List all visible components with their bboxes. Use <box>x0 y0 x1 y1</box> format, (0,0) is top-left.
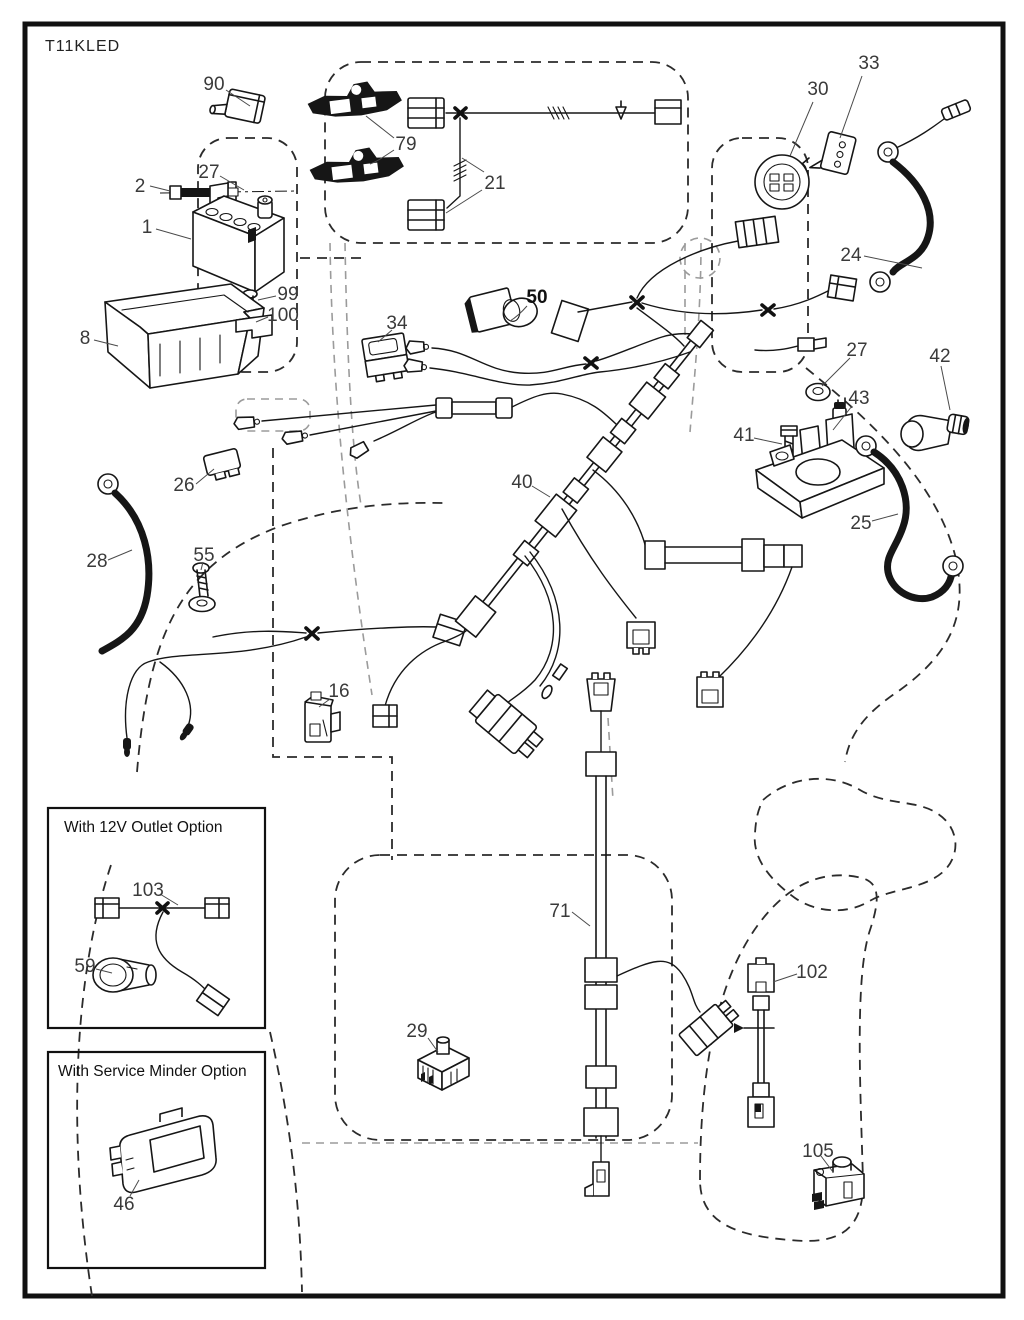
tag-50 <box>551 301 588 342</box>
callout-90: 90 <box>203 74 225 95</box>
switch-29 <box>418 1037 469 1090</box>
callout-59: 59 <box>74 956 96 977</box>
callout-40: 40 <box>511 472 533 493</box>
callout-21: 21 <box>484 173 506 194</box>
harness-71 <box>584 673 741 1196</box>
service-minder-46 <box>110 1108 216 1193</box>
harness-102 <box>734 958 774 1127</box>
cable-clip-icon <box>616 101 626 119</box>
battery-cable-24 <box>870 99 971 292</box>
inline-fuse-harness <box>234 393 626 460</box>
headlight-assembly-79-upper <box>306 78 403 122</box>
callout-103: 103 <box>132 880 164 901</box>
diagram-title: T11KLED <box>45 38 121 55</box>
callout-34: 34 <box>386 313 408 334</box>
seat-area-outline <box>335 855 672 1140</box>
callout-2: 2 <box>134 176 146 197</box>
battery-1 <box>193 196 284 292</box>
connector-mid-2 <box>697 672 723 707</box>
connector-71-branch <box>679 997 741 1056</box>
option-box-12v-outlet <box>48 808 265 1028</box>
connector-branch-low <box>467 687 547 762</box>
option-box-12v-label: With 12V Outlet Option <box>64 819 223 836</box>
main-harness-40 <box>385 317 717 708</box>
callout-71: 71 <box>549 901 571 922</box>
connector-small-16 <box>373 705 397 727</box>
callout-26: 26 <box>173 475 195 496</box>
battery-cable-28 <box>98 474 467 757</box>
callout-55: 55 <box>193 545 215 566</box>
option-box-service-minder <box>48 1052 265 1268</box>
switch-34 <box>362 333 410 383</box>
terminal-boot-42 <box>901 414 970 451</box>
callout-27a: 27 <box>198 162 220 183</box>
callout-43: 43 <box>848 388 870 409</box>
nut-27b <box>806 384 830 401</box>
fuse-link-harness <box>645 539 802 678</box>
screw-55 <box>189 563 215 612</box>
callout-24: 24 <box>840 245 862 266</box>
callout-41: 41 <box>733 425 755 446</box>
page-border <box>25 24 1003 1296</box>
switch-105 <box>812 1157 864 1210</box>
connector-mid-1 <box>627 622 655 654</box>
solenoid-43 <box>756 398 884 518</box>
callout-29: 29 <box>406 1021 428 1042</box>
headlight-assembly-79-lower <box>308 144 405 188</box>
fuse-26 <box>203 448 242 481</box>
callout-33: 33 <box>858 53 880 74</box>
callout-100: 100 <box>267 305 299 326</box>
ignition-switch-30 <box>755 155 809 209</box>
callout-79: 79 <box>395 134 417 155</box>
battery-terminal <box>258 196 272 218</box>
callout-16: 16 <box>328 681 350 702</box>
callout-99: 99 <box>277 284 299 305</box>
callout-46: 46 <box>113 1194 135 1215</box>
circuit-breaker-33 <box>810 129 857 177</box>
harness-103 <box>95 898 229 1016</box>
headlight-harness-21 <box>408 98 681 230</box>
callout-8: 8 <box>79 328 91 349</box>
callout-42: 42 <box>929 346 951 367</box>
callout-30: 30 <box>807 79 829 100</box>
callout-102: 102 <box>796 962 828 983</box>
callout-1: 1 <box>141 217 153 238</box>
callout-105: 105 <box>802 1141 834 1162</box>
callout-50: 50 <box>526 287 548 308</box>
callout-28: 28 <box>86 551 108 572</box>
callout-25: 25 <box>850 513 872 534</box>
option-box-service-label: With Service Minder Option <box>58 1063 247 1080</box>
outlet-59 <box>93 958 156 992</box>
callout-27b: 27 <box>846 340 868 361</box>
